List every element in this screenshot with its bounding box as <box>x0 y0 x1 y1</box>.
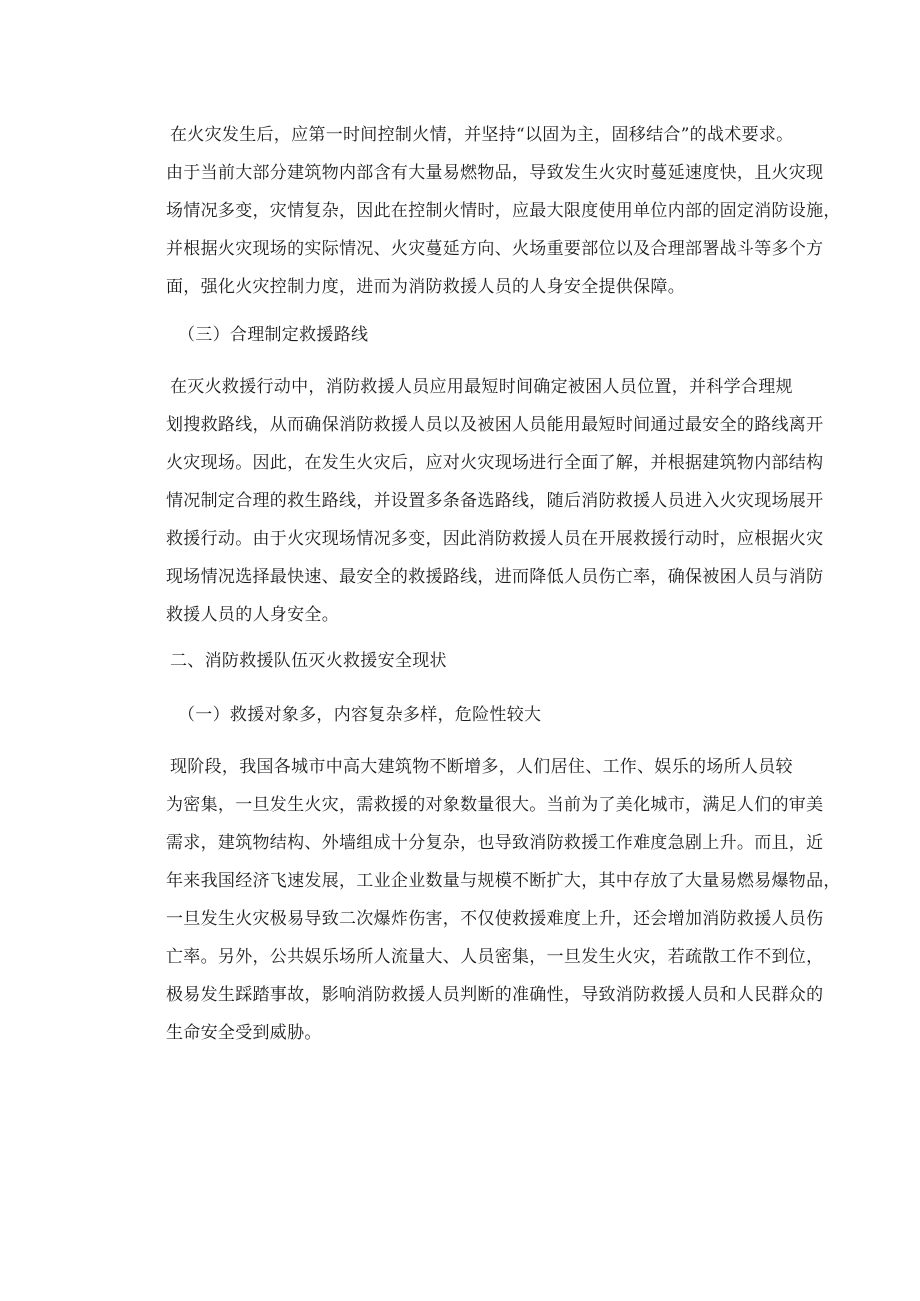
paragraph-line: 极易发生踩踏事故，影响消防救援人员判断的准确性，导致消防救援人员和人民群众的 <box>166 985 824 1005</box>
subheading-rescue-route: （三）合理制定救援路线 <box>178 325 369 345</box>
paragraph-line: 为密集，一旦发生火灾，需救援的对象数量很大。当前为了美化城市，满足人们的审美 <box>166 795 824 815</box>
paragraph-line: 救援人员的人身安全。 <box>166 605 339 625</box>
paragraph-rescue-targets <box>166 748 841 1052</box>
paragraph-rescue-route <box>166 368 824 634</box>
paragraph-line: 生命安全受到威胁。 <box>166 1023 322 1043</box>
paragraph-line: 亡率。另外，公共娱乐场所人流量大、人员密集，一旦发生火灾，若疏散工作不到位， <box>166 947 824 967</box>
paragraph-line: 需求，建筑物结构、外墙组成十分复杂，也导致消防救援工作难度急剧上升。而且，近 <box>166 833 824 853</box>
paragraph-line: 并根据火灾现场的实际情况、火灾蔓延方向、火场重要部位以及合理部署战斗等多个方 <box>166 239 824 259</box>
paragraph-line: 在灭火救援行动中，消防救援人员应用最短时间确定被困人员位置，并科学合理规 <box>170 377 793 397</box>
section-heading-safety-status: 二、消防救援队伍灭火救援安全现状 <box>170 651 447 671</box>
paragraph-line: 在火灾发生后，应第一时间控制火情，并坚持“以固为主，固移结合”的战术要求。 <box>170 125 794 145</box>
paragraph-line: 情况制定合理的救生路线，并设置多条备选路线，随后消防救援人员进入火灾现场展开 <box>166 491 824 511</box>
paragraph-line: 一旦发生火灾极易导致二次爆炸伤害，不仅使救援难度上升，还会增加消防救援人员伤 <box>166 909 824 929</box>
paragraph-line: 划搜救路线，从而确保消防救援人员以及被困人员能用最短时间通过最安全的路线离开 <box>166 415 824 435</box>
paragraph-fire-control <box>166 116 841 306</box>
paragraph-line: 年来我国经济飞速发展，工业企业数量与规模不断扩大，其中存放了大量易燃易爆物品， <box>166 871 841 891</box>
paragraph-line: 由于当前大部分建筑物内部含有大量易燃物品，导致发生火灾时蔓延速度快，且火灾现 <box>166 163 824 183</box>
subheading-rescue-targets: （一）救援对象多，内容复杂多样，危险性较大 <box>178 705 542 725</box>
paragraph-line: 救援行动。由于火灾现场情况多变，因此消防救援人员在开展救援行动时，应根据火灾 <box>166 529 824 549</box>
paragraph-line: 火灾现场。因此，在发生火灾后，应对火灾现场进行全面了解，并根据建筑物内部结构 <box>166 453 824 473</box>
paragraph-line: 现阶段，我国各城市中高大建筑物不断增多，人们居住、工作、娱乐的场所人员较 <box>170 757 793 777</box>
paragraph-line: 现场情况选择最快速、最安全的救援路线，进而降低人员伤亡率，确保被困人员与消防 <box>166 567 824 587</box>
paragraph-line: 场情况多变，灾情复杂，因此在控制火情时，应最大限度使用单位内部的固定消防设施， <box>166 201 841 221</box>
paragraph-line: 面，强化火灾控制力度，进而为消防救援人员的人身安全提供保障。 <box>166 277 685 297</box>
